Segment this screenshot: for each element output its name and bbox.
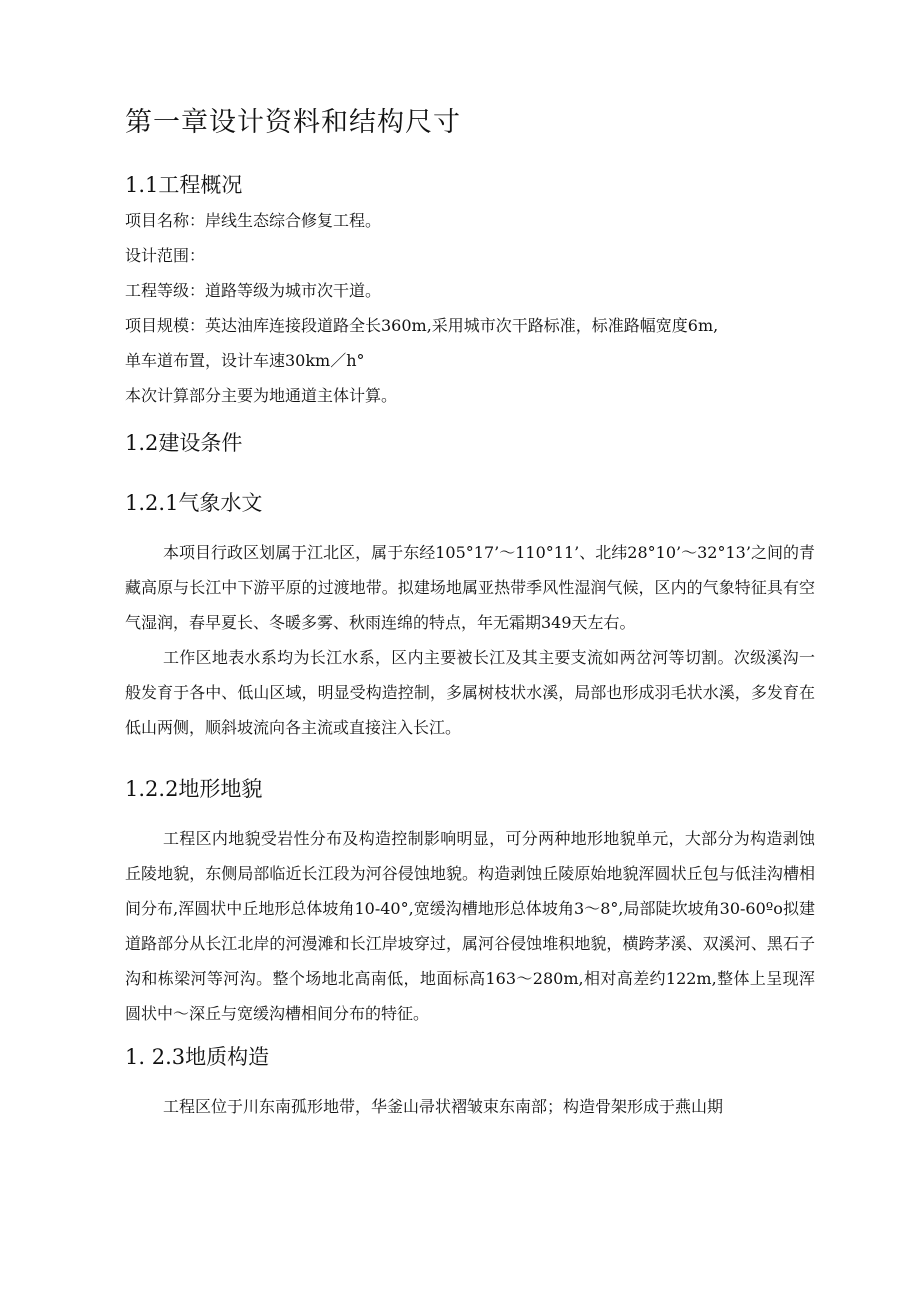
climate-paragraph: 本项目行政区划属于江北区，属于东经105°17’～110°11’、北纬28°10’～32°13’之间的青藏高原与长江中下游平原的过渡地带。拟建场地属亚热带季风性湿润气候，区内的气象特征具有空气湿润，春早夏长、冬暖多雾、秋雨连绵的特点，年无霜期349天左右。 — [125, 543, 815, 632]
section-heading-1-2: 1.2建设条件 — [125, 431, 243, 455]
project-scale-line-cont: 单车道布置，设计车速30km／h° — [125, 351, 365, 370]
hydrology-paragraph: 工作区地表水系均为长江水系，区内主要被长江及其主要支流如两岔河等切割。次级溪沟一般发育于各中、低山区域，明显受构造控制，多属树枝状水溪，局部也形成羽毛状水溪，多发育在低山两侧，顺斜坡流向各主流或直接注入长江。 — [125, 648, 815, 737]
calculation-scope-line: 本次计算部分主要为地通道主体计算。 — [125, 386, 398, 405]
project-scale-line: 项目规模：英达油库连接段道路全长360m,采用城市次干路标准，标准路幅宽度6m, — [125, 316, 719, 335]
chapter-title: 第一章设计资料和结构尺寸 — [125, 107, 461, 138]
landform-paragraph: 工程区内地貌受岩性分布及构造控制影响明显，可分两种地形地貌单元，大部分为构造剥蚀丘陵地貌，东侧局部临近长江段为河谷侵蚀地貌。构造剥蚀丘陵原始地貌浑圆状丘包与低洼沟槽相间分布,浑圆状中丘地形总体坡角10-40°,宽缓沟槽地形总体坡角3～8°,局部陡坎坡角30-60ºo拟建道路部分从长江北岸的河漫滩和长江岸坡穿过，属河谷侵蚀堆积地貌，横跨茅溪、双溪河、黑石子沟和栋梁河等河沟。整个场地北高南低，地面标高163～280m,相对高差约122m,整体上呈现浑圆状中～深丘与宽缓沟槽相间分布的特征。 — [125, 829, 815, 1023]
section-heading-1-2-3: 1. 2.3地质构造 — [125, 1045, 270, 1069]
engineering-grade-line: 工程等级：道路等级为城市次干道。 — [125, 281, 382, 300]
project-name-line: 项目名称：岸线生态综合修复工程。 — [125, 211, 382, 230]
page-content — [125, 100, 815, 1124]
geology-paragraph: 工程区位于川东南孤形地带，华釜山帚状褶皱束东南部；构造骨架形成于燕山期 — [163, 1097, 724, 1116]
section-heading-1-2-2: 1.2.2地形地貌 — [125, 777, 263, 801]
design-scope-line: 设计范围： — [125, 246, 206, 265]
section-heading-1-1: 1.1工程概况 — [125, 173, 243, 197]
section-heading-1-2-1: 1.2.1气象水文 — [125, 491, 263, 515]
